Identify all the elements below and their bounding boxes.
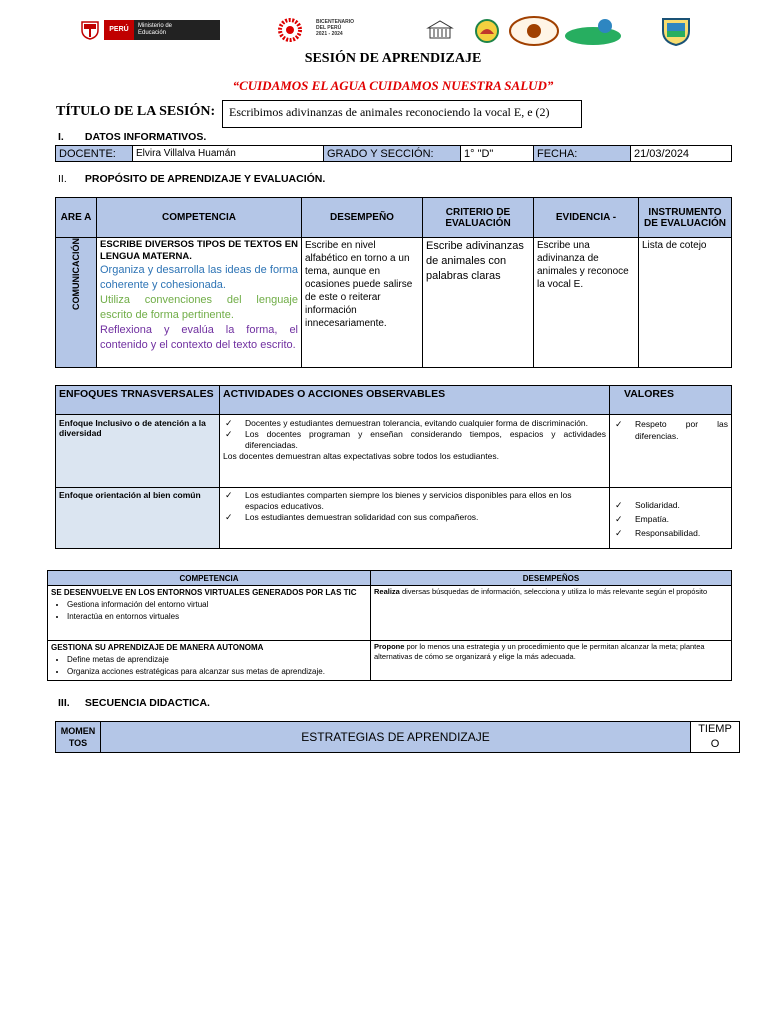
section-3-heading xyxy=(58,697,210,709)
section-1-heading xyxy=(58,131,206,143)
page-title: SESIÓN DE APRENDIZAJE xyxy=(304,51,482,66)
enfoque-row xyxy=(56,415,732,488)
session-title-box xyxy=(222,100,582,128)
section-1-title: DATOS INFORMATIVOS. xyxy=(84,131,207,143)
section-3-title: SECUENCIA DIDACTICA. xyxy=(84,697,210,709)
bicentenario-logo xyxy=(268,18,313,42)
enfoque-acciones xyxy=(220,488,610,549)
transversales-table xyxy=(47,570,732,681)
header-estrategias: ESTRATEGIAS DE APRENDIZAJE xyxy=(101,722,691,753)
section-1-number: I. xyxy=(58,131,64,143)
header-area: ARE A xyxy=(56,198,97,238)
enfoque-row xyxy=(56,488,732,549)
header-momentos: MOMEN TOS xyxy=(56,722,101,753)
session-title-label: TÍTULO DE LA SESIÓN: xyxy=(56,104,216,119)
header-valores: VALORES xyxy=(610,386,732,415)
peru-shield-logo xyxy=(79,20,101,40)
fecha-value: 21/03/2024 xyxy=(631,146,732,162)
desempeno-cell: Escribe en nivel alfabético en torno a un tema, aunque en ocasiones puede salirse de este o reiterar información innecesariamente. xyxy=(302,238,423,368)
grado-value: 1° "D" xyxy=(461,146,534,162)
transversal-desempeno xyxy=(371,586,732,641)
bicentenario-line-2: DEL PERÚ xyxy=(316,25,342,31)
area-cell xyxy=(56,238,97,368)
valor-item: ✓ Responsabilidad. xyxy=(613,526,728,540)
capacidad-3: Reflexiona y evalúa la forma, el contenido y el contexto del texto escrito. xyxy=(100,324,298,351)
competencia-title: ESCRIBE DIVERSOS TIPOS DE TEXTOS EN LENGUA MATERNA. xyxy=(100,239,298,262)
transversal-row xyxy=(48,586,732,641)
transversal-item: • Define metas de aprendizaje xyxy=(67,654,367,666)
transversal-competencia xyxy=(48,641,371,681)
transversal-item: • Interactúa en entornos virtuales xyxy=(67,611,367,623)
grado-label: GRADO Y SECCIÓN: xyxy=(324,146,461,162)
enfoque-valores xyxy=(610,415,732,488)
header-enfoques: ENFOQUES TRNASVERSALES xyxy=(56,386,220,415)
header-criterio: CRITERIO DE EVALUACIÓN xyxy=(423,198,534,238)
transversal-title: GESTIONA SU APRENDIZAJE DE MANERA AUTONOMA xyxy=(51,643,264,652)
capacidad-2: Utiliza convenciones del lenguaje escrito de forma pertinente. xyxy=(100,294,298,321)
docente-value: Elvira Villalva Huamán xyxy=(133,146,324,162)
enfoque-name: Enfoque Inclusivo o de atención a la diversidad xyxy=(56,415,220,488)
datos-table xyxy=(55,145,732,162)
enfoque-name: Enfoque orientación al bien común xyxy=(56,488,220,549)
accion-item: ✓ Los estudiantes demuestran solidaridad con sus compañeros. xyxy=(223,512,606,523)
header-desempeno: DESEMPEÑO xyxy=(302,198,423,238)
competencia-cell xyxy=(97,238,302,368)
header-competencia: COMPETENCIA xyxy=(97,198,302,238)
valor-item: ✓ Solidaridad. xyxy=(613,498,728,512)
peru-label: PERÚ xyxy=(104,20,134,40)
enfoque-acciones xyxy=(220,415,610,488)
desempeno-verb: Propone xyxy=(374,642,405,651)
transversal-item: • Organiza acciones estratégicas para alcanzar sus metas de aprendizaje. xyxy=(67,666,367,678)
proposito-table xyxy=(55,197,732,368)
section-2-heading xyxy=(58,173,325,185)
accion-item: ✓ Docentes y estudiantes demuestran tolerancia, evitando cualquier forma de discriminación. xyxy=(223,418,606,429)
accion-item: ✓ Los estudiantes comparten siempre los bienes y servicios disponibles para ellos en los espacios educativos. xyxy=(223,490,606,512)
secuencia-table xyxy=(55,721,740,753)
section-3-number: III. xyxy=(58,697,70,709)
regional-shield-logo xyxy=(655,16,697,46)
header-competencia-transversal: COMPETENCIA xyxy=(48,571,371,586)
transversal-row xyxy=(48,641,732,681)
transversal-item: • Gestiona información del entorno virtual xyxy=(67,599,367,611)
bicentenario-text xyxy=(316,19,386,37)
accion-item: ✓ Los docentes programan y enseñan considerando tiempos, espacios y actividades diferenciadas. xyxy=(223,429,606,451)
school-emblem-2 xyxy=(508,15,560,47)
school-emblem-1 xyxy=(470,18,504,44)
criterio-cell: Escribe adivinanzas de animales con palabras claras xyxy=(423,238,534,368)
docente-label: DOCENTE: xyxy=(56,146,133,162)
minedu-label: Ministerio de Educación xyxy=(138,23,173,36)
area-label: COMUNICACIÓN xyxy=(71,237,81,310)
session-title-value: Escribimos adivinanzas de animales reconociendo la vocal E, e (2) xyxy=(229,105,550,119)
valor-item: ✓ Empatía. xyxy=(613,512,728,526)
header-acciones: ACTIVIDADES O ACCIONES OBSERVABLES xyxy=(220,386,610,415)
valor-item: ✓ Respeto por las diferencias. xyxy=(613,418,728,442)
evidencia-cell: Escribe una adivinanza de animales y reconoce la vocal E. xyxy=(534,238,639,368)
transversal-desempeno xyxy=(371,641,732,681)
enfoque-valores xyxy=(610,488,732,549)
header-evidencia: EVIDENCIA - xyxy=(534,198,639,238)
fecha-label: FECHA: xyxy=(534,146,631,162)
instrumento-cell: Lista de cotejo xyxy=(639,238,732,368)
enfoques-table xyxy=(55,385,732,549)
desempeno-text: diversas búsquedas de información, selecciona y utiliza lo más relevante según el propósito xyxy=(399,587,708,596)
section-2-number: II. xyxy=(58,173,67,185)
session-motto: “CUIDAMOS EL AGUA CUIDAMOS NUESTRA SALUD” xyxy=(232,78,554,93)
peru-minedu-banner xyxy=(104,20,220,40)
bicentenario-line-3: 2021 - 2024 xyxy=(316,31,343,37)
header-desempenos: DESEMPEÑOS xyxy=(371,571,732,586)
capacidad-1: Organiza y desarrolla las ideas de forma coherente y cohesionada. xyxy=(100,264,298,291)
unesco-logo xyxy=(425,18,455,42)
section-2-title: PROPÓSITO DE APRENDIZAJE Y EVALUACIÓN. xyxy=(84,173,326,185)
header-tiempo: TIEMP O xyxy=(691,722,740,753)
header-instrumento: INSTRUMENTO DE EVALUACIÓN xyxy=(639,198,732,238)
accion-extra: Los docentes demuestran altas expectativas sobre todos los estudiantes. xyxy=(223,451,499,461)
transversal-competencia xyxy=(48,586,371,641)
school-emblem-3 xyxy=(563,18,623,46)
transversal-title: SE DESENVUELVE EN LOS ENTORNOS VIRTUALES GENERADOS POR LAS TIC xyxy=(51,588,357,597)
desempeno-text: por lo menos una estrategia y un procedimiento que le permitan alcanzar la meta; plantea alternativas de cómo se organizará y elige la más adecuada. xyxy=(374,642,705,661)
desempeno-verb: Realiza xyxy=(374,587,400,596)
bicentenario-line-1: BICENTENARIO xyxy=(316,19,355,25)
